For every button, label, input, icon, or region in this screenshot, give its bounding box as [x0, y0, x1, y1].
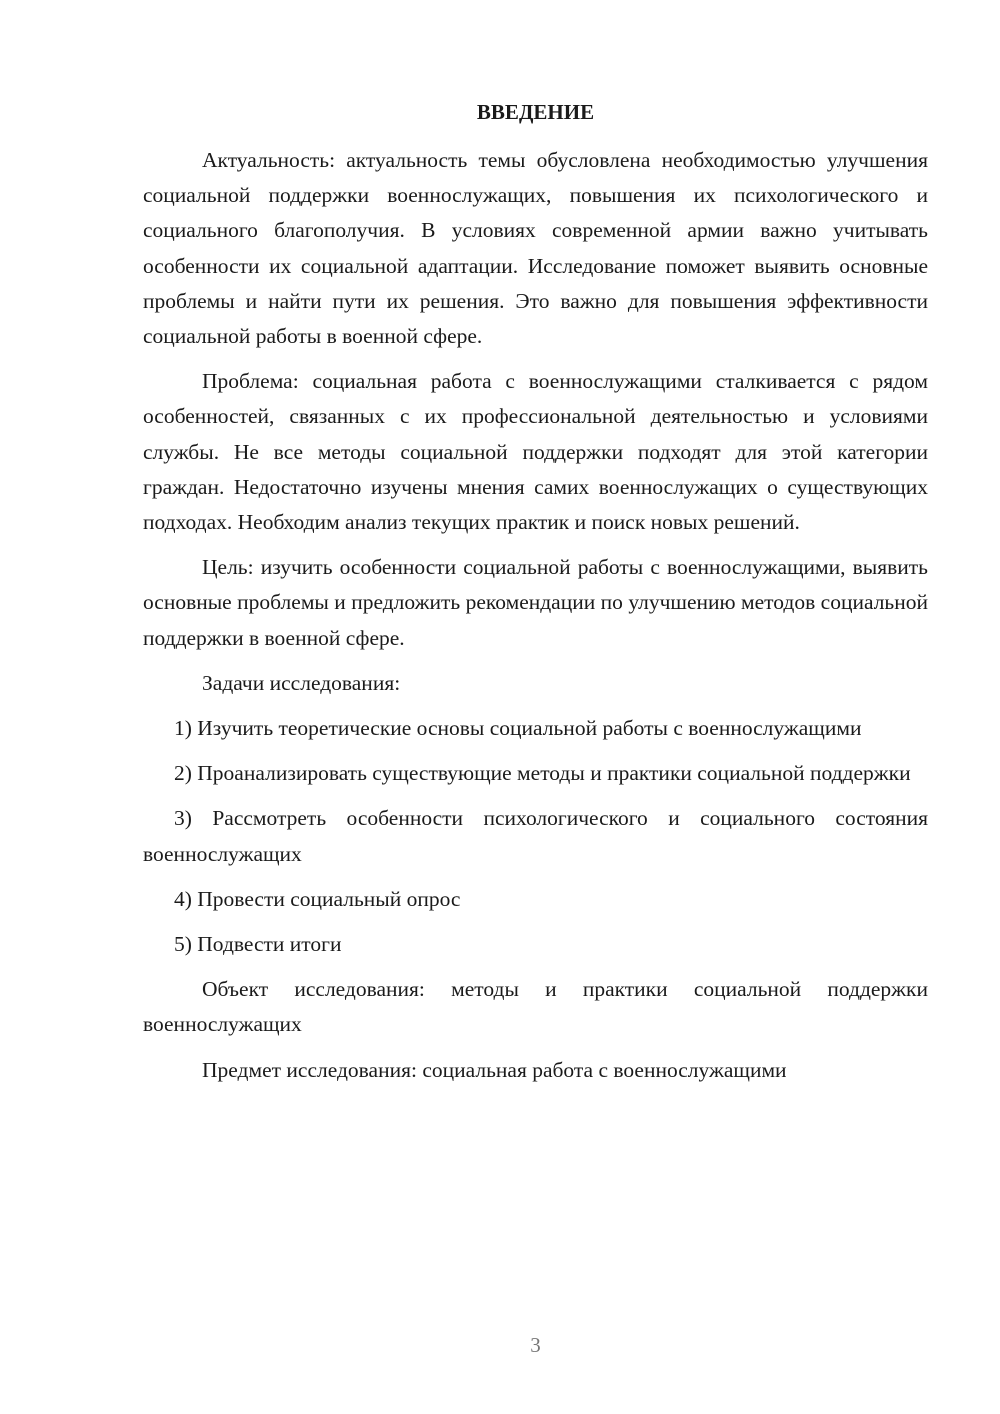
document-body — [143, 143, 928, 1098]
task-item: 1) Изучить теоретические основы социальной работы с военнослужащими — [174, 716, 862, 741]
page-title: ВВЕДЕНИЕ — [476, 100, 595, 124]
object-paragraph: Объект исследования: методы и практики социальной поддержки военнослужащих — [143, 977, 928, 1037]
page-number: 3 — [530, 1333, 541, 1357]
subject-paragraph: Предмет исследования: социальная работа с военнослужащими — [202, 1057, 787, 1082]
relevance-paragraph: Актуальность: актуальность темы обусловлена необходимостью улучшения социальной поддержки военнослужащих, повышения их психологического и социального благополучия. В условиях современной армии важно учитывать особенности их социальной адаптации. Исследование поможет выявить основные проблемы и найти пути их решения. Это важно для повышения эффективности социальной работы в военной сфере. — [143, 148, 928, 349]
problem-paragraph: Проблема: социальная работа с военнослужащими сталкивается с рядом особенностей, связанных с их профессиональной деятельностью и условиями службы. Не все методы социальной поддержки подходят для этой категории граждан. Недостаточно изучены мнения самих военнослужащих о существующих подходах. Необходим анализ текущих практик и поиск новых решений. — [143, 369, 928, 535]
goal-paragraph: Цель: изучить особенности социальной работы с военнослужащими, выявить основные проблемы и предложить рекомендации по улучшению методов социальной поддержки в военной сфере. — [143, 555, 928, 650]
task-item: 3) Рассмотреть особенности психологического и социального состояния военнослужащих — [143, 806, 928, 866]
task-item: 5) Подвести итоги — [174, 932, 342, 957]
task-item: 4) Провести социальный опрос — [174, 886, 461, 911]
document-page — [143, 0, 928, 1414]
tasks-heading: Задачи исследования: — [202, 670, 401, 695]
task-item: 2) Проанализировать существующие методы и практики социальной поддержки — [174, 761, 911, 786]
